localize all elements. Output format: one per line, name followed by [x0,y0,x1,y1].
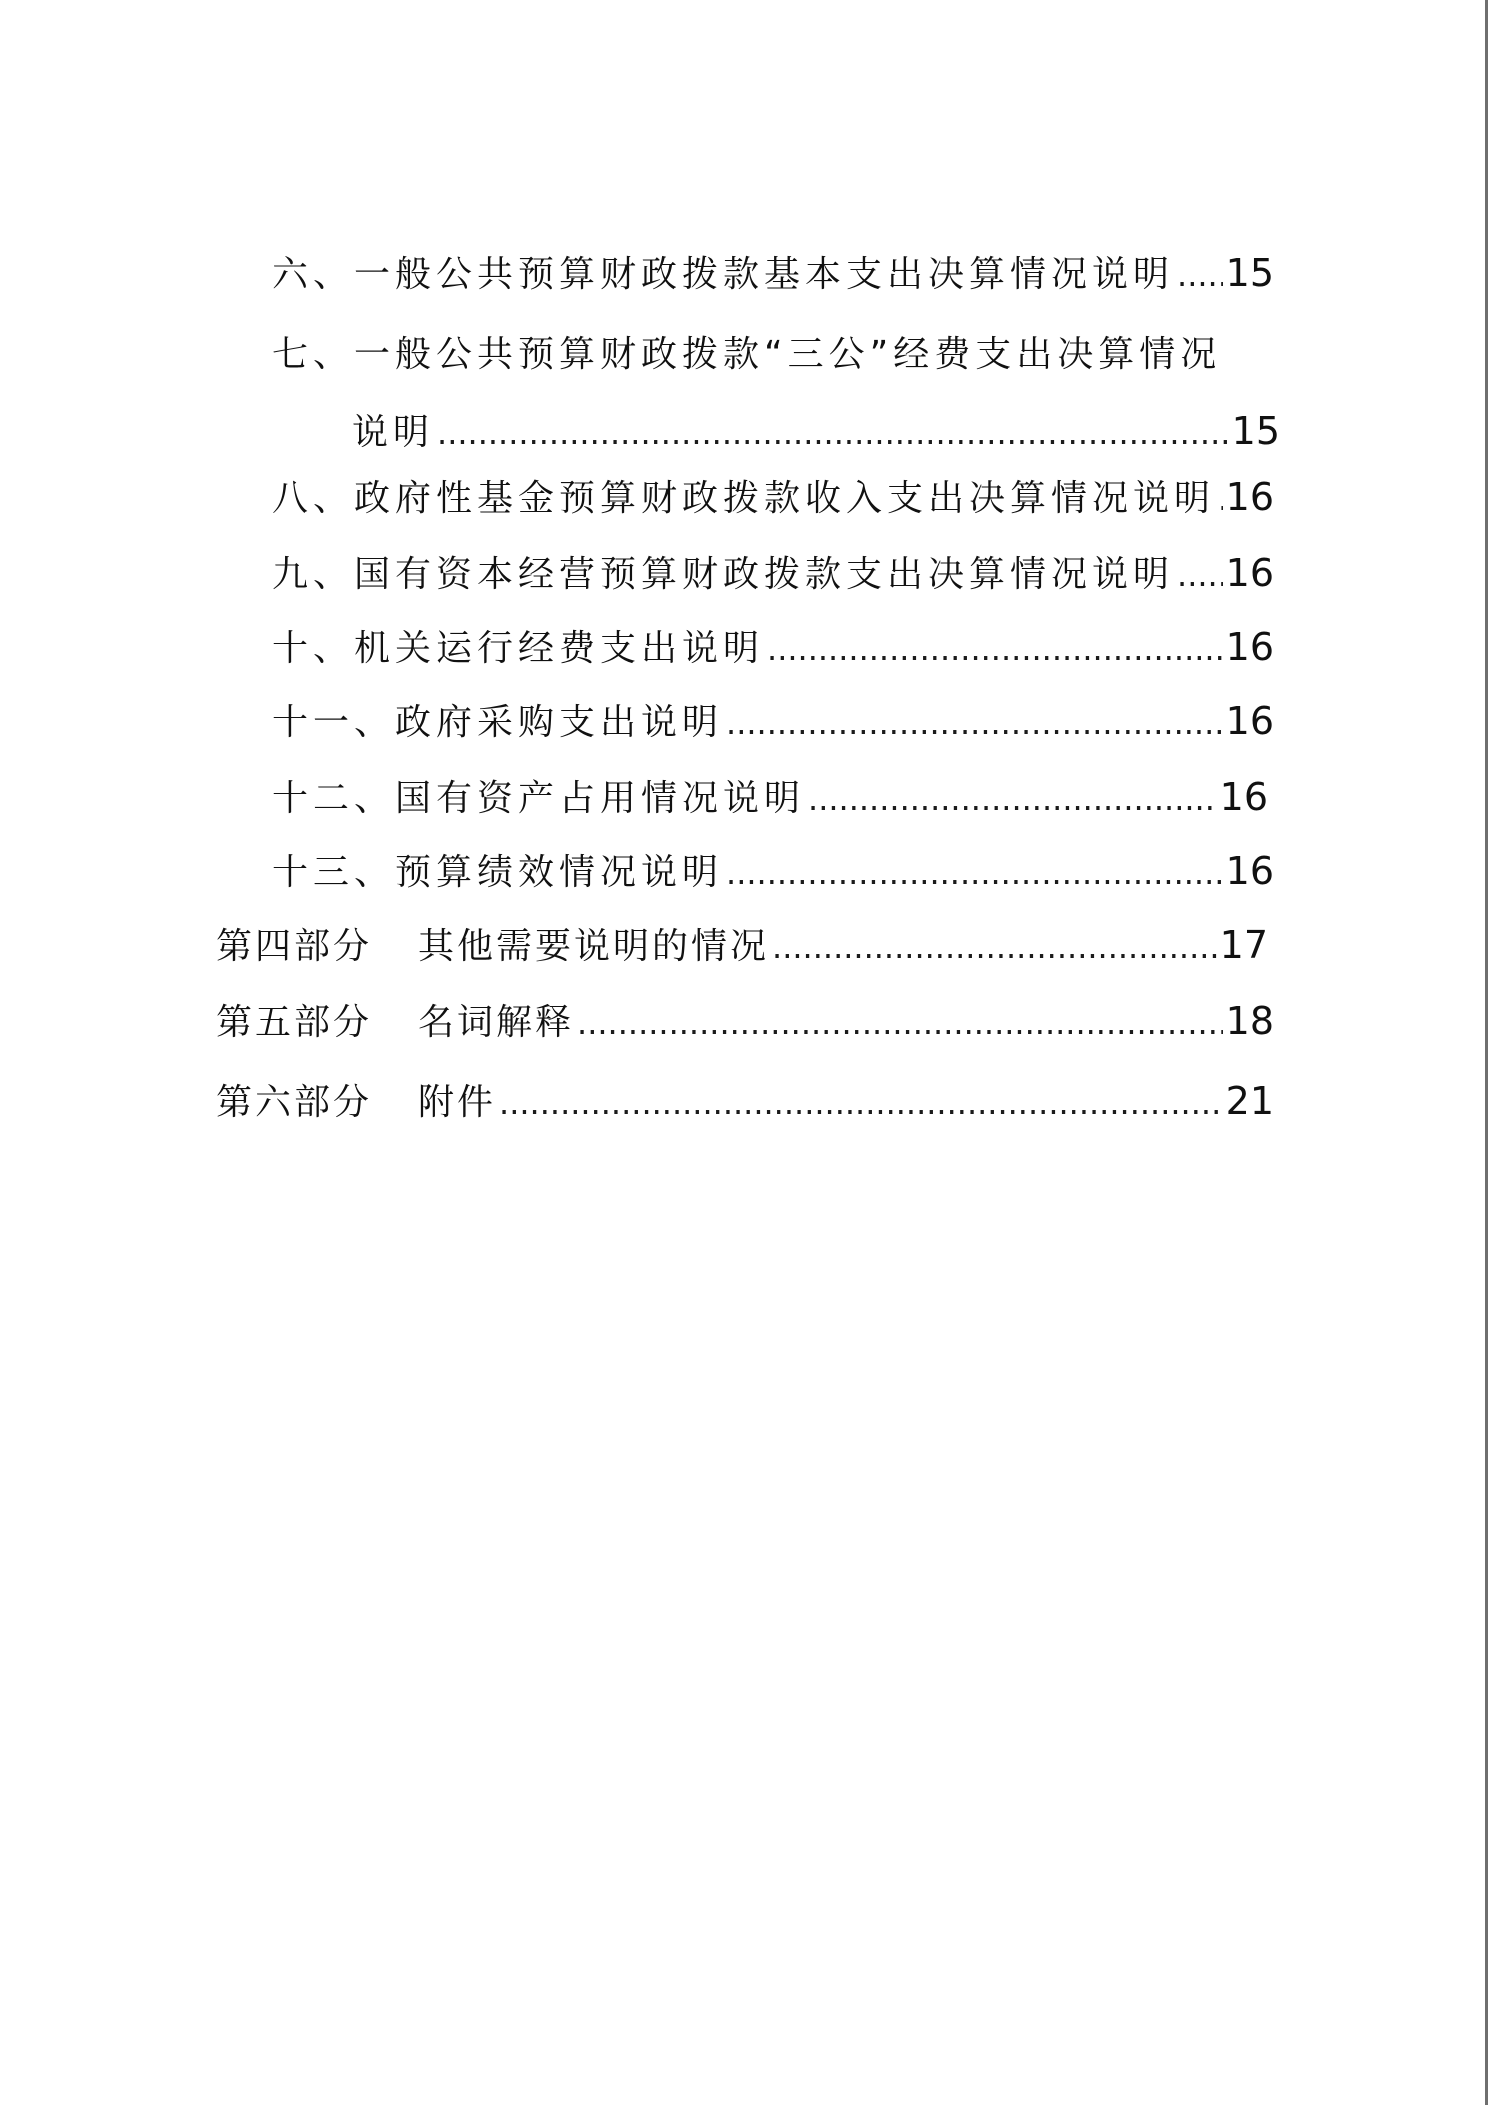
toc-leader-dots [1177,556,1223,594]
toc-page-number: 18 [1225,999,1274,1043]
toc-entry-label: 十三、预算绩效情况说明 [272,852,724,893]
toc-leader-dots [499,1084,1223,1122]
toc-entry[interactable] [352,404,1280,455]
toc-page-number: 16 [1225,625,1274,669]
toc-leader-dots [577,1004,1223,1042]
toc-entry-label: 九、国有资本经营预算财政拨款支出决算情况说明 [272,554,1175,595]
toc-entry[interactable] [272,844,1274,895]
toc-part-entry[interactable] [216,918,1268,969]
toc-page-number: 21 [1225,1079,1274,1123]
toc-entry-label: 八、政府性基金预算财政拨款收入支出决算情况说明 [272,478,1216,519]
toc-part-label [216,918,769,969]
toc-part-entry[interactable] [216,994,1274,1045]
toc-entry-label: 十一、政府采购支出说明 [272,702,724,743]
toc-leader-dots [437,414,1229,452]
toc-leader-dots [767,630,1223,668]
toc-entry-label: 说明 [352,412,435,453]
toc-page-number: 15 [1231,409,1280,453]
toc-part-number: 第六部分 [216,1082,373,1123]
toc-page-number: 16 [1219,775,1268,819]
toc-part-title: 附件 [418,1082,497,1123]
toc-entry-label: 十、机关运行经费支出说明 [272,628,765,669]
toc-entry-label: 十二、国有资产占用情况说明 [272,778,806,819]
toc-page-number: 16 [1225,699,1274,743]
toc-entry-label: 六、一般公共预算财政拨款基本支出决算情况说明 [272,254,1175,295]
toc-part-label [216,994,574,1045]
toc-page-number: 16 [1225,849,1274,893]
toc-leader-dots [772,928,1217,966]
toc-entry[interactable] [272,694,1274,745]
toc-part-label [216,1074,496,1125]
toc-entry-wrap-line[interactable] [272,326,1221,377]
toc-page-number: 16 [1225,551,1274,595]
toc-leader-dots [726,704,1223,742]
toc-part-title: 其他需要说明的情况 [418,926,770,967]
toc-entry[interactable] [272,246,1274,297]
toc-part-title: 名词解释 [418,1002,575,1043]
toc-entry[interactable] [272,546,1274,597]
toc-leader-dots [726,854,1223,892]
toc-entry-label: 七、一般公共预算财政拨款“三公”经费支出决算情况 [272,334,1222,375]
toc-entry[interactable] [272,620,1274,671]
toc-page-number: 17 [1219,923,1268,967]
toc-entry[interactable] [272,470,1274,521]
toc-leader-dots [808,780,1217,818]
toc-part-entry[interactable] [216,1074,1274,1125]
toc-page-number: 16 [1225,475,1274,519]
toc-leader-dots [1177,256,1223,294]
toc-leader-dots [1218,480,1223,518]
toc-page-number: 15 [1225,251,1274,295]
toc-entry[interactable] [272,770,1268,821]
toc-part-number: 第四部分 [216,926,373,967]
toc-part-number: 第五部分 [216,1002,373,1043]
